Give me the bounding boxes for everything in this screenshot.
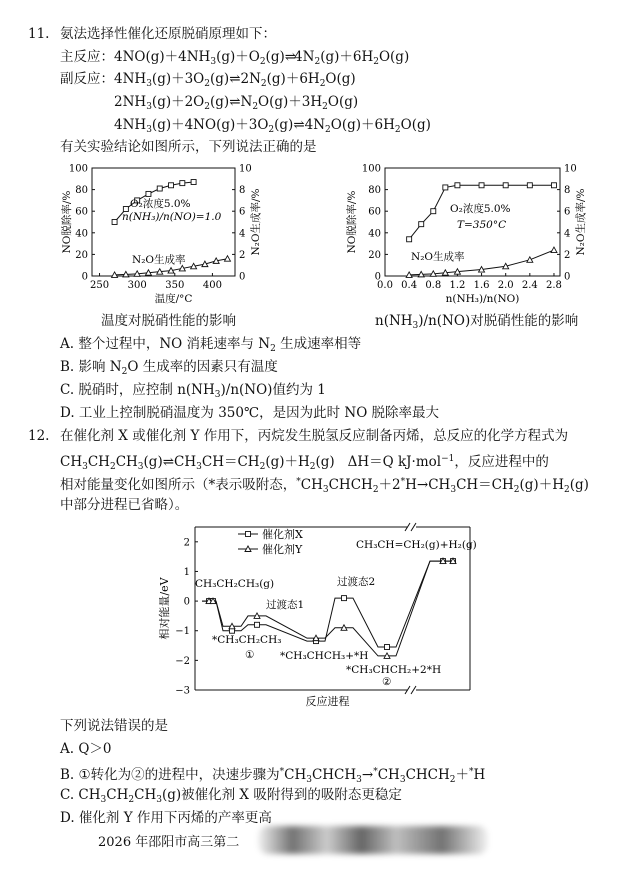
y-tick-label-right: 8 bbox=[564, 185, 571, 197]
legend-marker bbox=[246, 532, 251, 537]
annotation-n2o: N₂O生成率 bbox=[132, 254, 186, 266]
y-axis-label-right: N₂O生成率/% bbox=[250, 188, 262, 256]
y-tick-label-right: 0 bbox=[239, 271, 246, 283]
q11-side-reaction-1: 副反应：$4NH_3(g)+3O_2(g)\rightleftharpoons 2N_2(g)+6H_2O(g)$ bbox=[60, 71, 356, 89]
y-tick-label-right: 4 bbox=[564, 228, 571, 240]
x-tick-label: 0.4 bbox=[401, 280, 418, 291]
y-tick-label-left: 80 bbox=[75, 185, 88, 197]
x-tick-label: 0.0 bbox=[377, 280, 393, 291]
x-tick-label: 2.4 bbox=[521, 280, 538, 291]
y-tick-label: 2 bbox=[183, 537, 190, 549]
annotation-condition: n(NH₃)/n(NO)=1.0 bbox=[122, 211, 222, 223]
q11-side-reaction-3: $4NH_3(g)+4NO(g)+3O_2(g)\rightleftharpoons 4N_2O(g)+6H_2O(g)$ bbox=[114, 117, 431, 135]
y-axis-label: 相对能量/eV bbox=[158, 577, 171, 640]
y-tick-label-left: 20 bbox=[75, 249, 88, 261]
q11-title: 氨法选择性催化还原脱硝原理如下： bbox=[60, 26, 276, 42]
energy-point-catalyst-x bbox=[385, 645, 390, 650]
chart-ratio-effect bbox=[345, 158, 595, 308]
label-propane-gas: CH₃CH₂CH₃(g) bbox=[195, 578, 275, 590]
label-transition-state-1: 过渡态1 bbox=[266, 599, 305, 611]
x-tick-label: 0.8 bbox=[425, 280, 442, 291]
caption-right: $n(NH_3)/n(NO)$对脱硝性能的影响 bbox=[375, 313, 579, 331]
q12-lead: 下列说法错误的是 bbox=[60, 718, 168, 734]
x-tick-label: 300 bbox=[127, 280, 147, 291]
x-tick-label: 2.8 bbox=[546, 280, 562, 291]
y-tick-label-right: 4 bbox=[239, 228, 246, 240]
y-tick-label-right: 0 bbox=[564, 271, 571, 283]
data-point-no-removal bbox=[146, 191, 151, 196]
q11-option-a: A. 整个过程中，NO 消耗速率与 $N_2$ 生成速率相等 bbox=[60, 336, 362, 354]
data-point-no-removal bbox=[479, 183, 484, 188]
y-tick-label-left: 60 bbox=[368, 206, 381, 218]
q12-line1: 在催化剂 X 或催化剂 Y 作用下，丙烷发生脱氢反应制备丙烯，总反应的化学方程式为 bbox=[60, 428, 569, 444]
data-point-no-removal bbox=[112, 220, 117, 225]
y-tick-label-left: 60 bbox=[75, 206, 88, 218]
y-tick-label-left: 40 bbox=[75, 228, 88, 240]
x-tick-label: 1.2 bbox=[449, 280, 466, 291]
y-tick-label-left: 40 bbox=[368, 228, 381, 240]
data-point-no-removal bbox=[443, 185, 448, 190]
q11-option-d: D. 工业上控制脱硝温度为 350℃，是因为此时 NO 脱除率最大 bbox=[60, 405, 440, 421]
y-tick-label-right: 2 bbox=[564, 249, 571, 261]
annotation-condition: T=350°C bbox=[457, 219, 507, 231]
x-tick-label: 350 bbox=[165, 280, 185, 291]
y-tick-label-right: 8 bbox=[239, 185, 246, 197]
data-point-n2o-rate bbox=[527, 257, 533, 263]
y-tick-label-left: 0 bbox=[374, 271, 381, 283]
chart-temperature-effect bbox=[60, 158, 260, 308]
legend-label: 催化剂X bbox=[262, 528, 303, 541]
data-point-no-removal bbox=[455, 183, 460, 188]
chart-energy-profile bbox=[150, 515, 485, 715]
data-point-n2o-rate bbox=[224, 256, 230, 262]
label-circle-2: ② bbox=[382, 676, 392, 688]
y-axis-label-left: NO脱除率/% bbox=[346, 190, 358, 254]
q12-option-a: A. Q＞0 bbox=[60, 741, 112, 757]
data-point-no-removal bbox=[419, 222, 424, 227]
data-point-no-removal bbox=[431, 209, 436, 214]
y-tick-label: −1 bbox=[175, 626, 190, 638]
y-axis-label-right: N₂O生成率/% bbox=[575, 188, 587, 256]
energy-point-catalyst-x bbox=[255, 622, 260, 627]
q11-side-reaction-2: $2NH_3(g)+2O_2(g)\rightleftharpoons N_2O(g)+3H_2O(g)$ bbox=[114, 94, 359, 112]
q12-line2: $CH_3CH_2CH_3(g)\rightleftharpoons CH_3CH=CH_2(g)+H_2(g)$ ΔH＝Q kJ·mol$^{-1}$，反应进程中的 bbox=[60, 454, 549, 472]
data-point-n2o-rate bbox=[551, 247, 557, 253]
x-tick-label: 2.0 bbox=[497, 280, 514, 291]
label-adsorbed-propane: *CH₃CH₂CH₃ bbox=[212, 634, 282, 646]
y-tick-label-left: 100 bbox=[68, 163, 88, 175]
label-adsorbed-propene: *CH₃CHCH₂+2*H bbox=[346, 664, 442, 676]
label-transition-state-2: 过渡态2 bbox=[337, 576, 376, 588]
annotation-o2: O₂浓度5.0% bbox=[450, 203, 511, 215]
label-circle-1: ① bbox=[245, 649, 255, 661]
y-tick-label-left: 0 bbox=[81, 271, 88, 283]
y-tick-label-right: 2 bbox=[239, 249, 246, 261]
data-point-no-removal bbox=[157, 186, 162, 191]
q11-number: 11. bbox=[28, 26, 50, 42]
x-axis-label: 温度/°C bbox=[154, 293, 193, 305]
y-tick-label: 1 bbox=[183, 566, 190, 578]
y-tick-label-left: 100 bbox=[361, 163, 381, 175]
q12-line4: 中部分进程已省略）。 bbox=[60, 497, 189, 513]
y-tick-label-right: 6 bbox=[239, 206, 246, 218]
x-axis-label: 反应进程 bbox=[305, 695, 350, 708]
q11-lead: 有关实验结论如图所示，下列说法正确的是 bbox=[60, 139, 317, 155]
data-point-no-removal bbox=[551, 183, 556, 188]
q12-line3: 相对能量变化如图所示（*表示吸附态，$^*CH_3CHCH_2+2^*H\to CH_3CH=CH_2(g)+H_2(g)$ bbox=[60, 477, 589, 495]
q12-option-c: C. $CH_3CH_2CH_3(g)$被催化剂 X 吸附得到的吸附态更稳定 bbox=[60, 787, 402, 805]
data-point-no-removal bbox=[169, 183, 174, 188]
label-product: CH₃CH=CH₂(g)+H₂(g) bbox=[356, 539, 477, 551]
data-point-no-removal bbox=[191, 180, 196, 185]
caption-left: 温度对脱硝性能的影响 bbox=[101, 313, 236, 329]
x-tick-label: 400 bbox=[202, 280, 222, 291]
annotation-o2: O₂浓度5.0% bbox=[130, 198, 191, 210]
data-point-no-removal bbox=[503, 183, 508, 188]
y-tick-label-right: 10 bbox=[564, 163, 577, 175]
x-tick-label: 1.6 bbox=[473, 280, 490, 291]
page-footer: 2026 年邵阳市高三第二 bbox=[98, 835, 240, 850]
data-point-no-removal bbox=[180, 181, 185, 186]
y-tick-label-right: 6 bbox=[564, 206, 571, 218]
energy-point-catalyst-x bbox=[342, 596, 347, 601]
footer-smudge bbox=[258, 826, 488, 854]
q11-option-b: B. 影响 $N_2O$ 生成率的因素只有温度 bbox=[60, 359, 278, 377]
annotation-n2o: N₂O生成率 bbox=[411, 251, 465, 263]
y-axis-label-left: NO脱除率/% bbox=[61, 190, 73, 254]
label-intermediate: *CH₃CHCH₃+*H bbox=[280, 650, 369, 662]
y-tick-label-right: 10 bbox=[239, 163, 252, 175]
data-point-no-removal bbox=[407, 237, 412, 242]
legend-label: 催化剂Y bbox=[262, 543, 303, 556]
q11-main-reaction: 主反应：$4NO(g)+4NH_3(g)+O_2(g)\rightleftharpoons 4N_2(g)+6H_2O(g)$ bbox=[60, 49, 410, 67]
x-tick-label: 250 bbox=[89, 280, 110, 291]
y-tick-label: −2 bbox=[175, 655, 190, 667]
y-tick-label-left: 20 bbox=[368, 249, 381, 261]
q12-option-b: B. ①转化为②的进程中，决速步骤为$^*CH_3CHCH_3\to^*CH_3CHCH_2+^*H$ bbox=[60, 767, 486, 785]
q11-option-c: C. 脱硝时，应控制 $n(NH_3)/n(NO)$值约为 1 bbox=[60, 382, 326, 400]
y-tick-label: −3 bbox=[175, 685, 190, 697]
q12-number: 12. bbox=[28, 428, 50, 444]
q12-option-d: D. 催化剂 Y 作用下丙烯的产率更高 bbox=[60, 810, 272, 826]
y-tick-label-left: 80 bbox=[368, 185, 381, 197]
data-point-no-removal bbox=[527, 183, 532, 188]
y-tick-label: 0 bbox=[183, 596, 190, 608]
x-axis-label: n(NH₃)/n(NO) bbox=[445, 293, 520, 305]
